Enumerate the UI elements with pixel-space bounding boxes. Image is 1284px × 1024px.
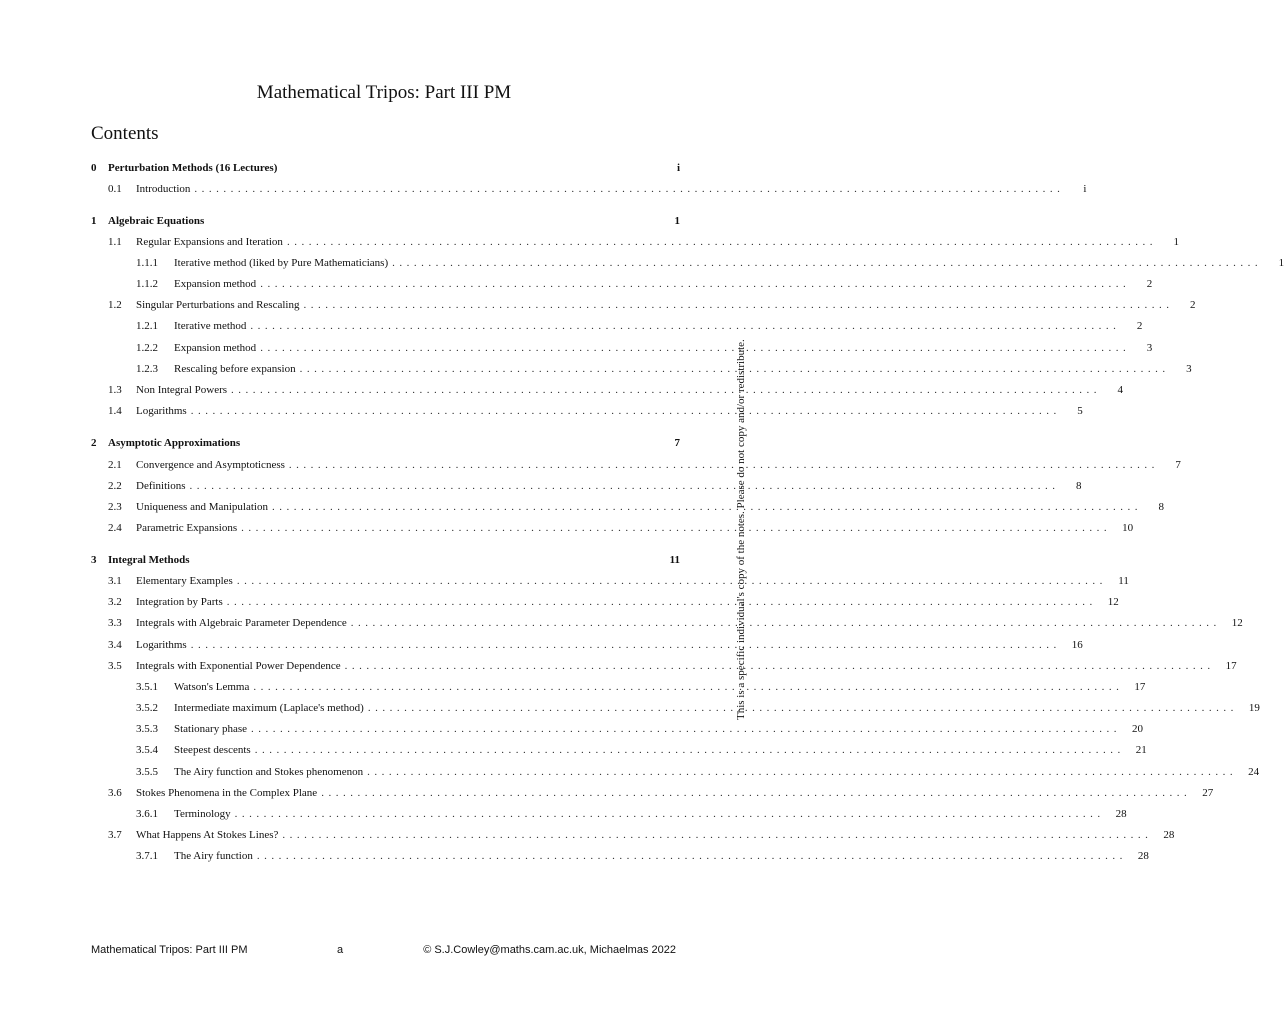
toc-entry-label: Non Integral Powers	[136, 384, 228, 396]
toc-entry-page: 24	[1248, 766, 1260, 778]
toc-entry-label: Convergence and Asymptoticness	[136, 459, 285, 471]
toc-entry-page: 20	[1132, 723, 1144, 735]
toc-section-entry[interactable]: 1.4 Logarithms ........................................................................................................................ 5	[108, 405, 1083, 417]
toc-entry-page: 10	[1122, 522, 1134, 534]
toc-entry-label: Uniqueness and Manipulation	[136, 501, 268, 513]
toc-section-entry[interactable]: 3.5.3 Stationary phase ........................................................................................................................ 20	[136, 723, 1144, 735]
toc-entry-page: 17	[1134, 681, 1146, 693]
toc-section-entry[interactable]: 2.1 Convergence and Asymptoticness ........................................................................................................................ 7	[108, 459, 1181, 471]
toc-entry-number: 2.3	[108, 501, 122, 513]
toc-entry-number: 2	[91, 437, 97, 449]
toc-entry-number: 1.2.2	[136, 342, 158, 354]
toc-section-entry[interactable]: 3.6.1 Terminology ........................................................................................................................ 28	[136, 808, 1127, 820]
toc-entry-label: Introduction	[136, 183, 191, 195]
toc-entry-number: 2.2	[108, 480, 122, 492]
toc-entry-number: 3.7	[108, 829, 122, 841]
toc-entry-page: 16	[1071, 639, 1083, 651]
toc-entry-page: 1	[1173, 236, 1179, 248]
toc-entry-page: 12	[1231, 617, 1243, 629]
toc-section-entry[interactable]: 3.5.2 Intermediate maximum (Laplace's method) ........................................................................................................................ 19	[136, 702, 1260, 714]
toc-entry-label: The Airy function and Stokes phenomenon	[174, 766, 364, 778]
toc-entry-page: 7	[674, 437, 680, 449]
toc-entry-number: 3.5.3	[136, 723, 158, 735]
toc-entry-page: 8	[1076, 480, 1082, 492]
toc-entry-page: 21	[1135, 744, 1147, 756]
toc-entry-page: 28	[1115, 808, 1127, 820]
toc-entry-number: 1.2.1	[136, 320, 158, 332]
toc-entry-number: 1.4	[108, 405, 122, 417]
toc-section-entry[interactable]: 2.3 Uniqueness and Manipulation ........................................................................................................................ 8	[108, 501, 1164, 513]
toc-entry-label: What Happens At Stokes Lines?	[136, 829, 279, 841]
toc-entry-number: 3.5	[108, 660, 122, 672]
toc-entry-page: 4	[1117, 384, 1124, 396]
toc-entry-label: Intermediate maximum (Laplace's method)	[174, 702, 364, 714]
toc-section-entry[interactable]: 3.5 Integrals with Exponential Power Dependence ........................................................................................................................ 17	[108, 660, 1237, 672]
toc-entry-label: Definitions	[136, 480, 186, 492]
toc-section-entry[interactable]: 0.1 Introduction ........................................................................................................................ i	[108, 183, 1087, 195]
toc-section-entry[interactable]: 2.4 Parametric Expansions ........................................................................................................................ 10	[108, 522, 1134, 534]
toc-entry-label: Regular Expansions and Iteration	[136, 236, 283, 248]
toc-entry-label: Elementary Examples	[136, 575, 233, 587]
toc-chapter-entry[interactable]	[91, 437, 680, 453]
toc-entry-label: Integrals with Exponential Power Dependence	[136, 660, 341, 672]
toc-section-entry[interactable]: 1.3 Non Integral Powers ........................................................................................................................ 4	[108, 384, 1124, 396]
toc-entry-number: 2.4	[108, 522, 122, 534]
toc-entry-page: 27	[1202, 787, 1214, 799]
toc-entry-number: 0	[91, 162, 97, 174]
toc-entry-label: Stokes Phenomena in the Complex Plane	[136, 787, 318, 799]
footer-page-number: a	[337, 944, 344, 956]
toc-entry-label: The Airy function	[174, 850, 253, 862]
toc-section-entry[interactable]: 3.3 Integrals with Algebraic Parameter Dependence ........................................................................................................................ 12	[108, 617, 1243, 629]
toc-entry-number: 3.5.4	[136, 744, 158, 756]
toc-section-entry[interactable]: 1.2.3 Rescaling before expansion ........................................................................................................................ 3	[136, 363, 1192, 375]
toc-entry-page: 1	[674, 215, 680, 227]
footer-right: © S.J.Cowley@maths.cam.ac.uk, Michaelmas 2022	[423, 944, 676, 956]
toc-chapter-entry[interactable]	[91, 162, 680, 178]
toc-entry-label: Watson's Lemma	[174, 681, 250, 693]
toc-chapter-entry[interactable]	[91, 215, 680, 231]
toc-entry-label: Parametric Expansions	[136, 522, 238, 534]
toc-entry-page: 28	[1163, 829, 1175, 841]
toc-entry-page: 19	[1248, 702, 1260, 714]
toc-entry-number: 3.1	[108, 575, 122, 587]
toc-entry-label: Stationary phase	[174, 723, 248, 735]
toc-entry-page: 28	[1137, 850, 1149, 862]
toc-entry-label: Asymptotic Approximations	[108, 437, 241, 449]
toc-entry-label: Expansion method	[174, 278, 257, 290]
toc-entry-page: 12	[1107, 596, 1119, 608]
toc-entry-number: 0.1	[108, 183, 122, 195]
toc-entry-page: i	[1083, 183, 1087, 195]
toc-entry-page: 2	[1189, 299, 1196, 311]
toc-section-entry[interactable]: 3.4 Logarithms ........................................................................................................................ 16	[108, 639, 1083, 651]
page-title: Mathematical Tripos: Part III PM	[256, 82, 512, 103]
toc-section-entry[interactable]: 1.2.1 Iterative method ........................................................................................................................ 2	[136, 320, 1143, 332]
toc-section-entry[interactable]: 3.2 Integration by Parts ........................................................................................................................ 12	[108, 596, 1119, 608]
toc-section-entry[interactable]: 3.5.5 The Airy function and Stokes phenomenon ........................................................................................................................ 24	[136, 766, 1260, 778]
toc-section-entry[interactable]: 3.6 Stokes Phenomena in the Complex Plane ........................................................................................................................ 27	[108, 787, 1214, 799]
toc-section-entry[interactable]: 3.7.1 The Airy function ........................................................................................................................ 28	[136, 850, 1149, 862]
toc-entry-label: Integral Methods	[108, 554, 190, 566]
toc-entry-page: 1	[1278, 257, 1284, 269]
contents-heading: Contents	[91, 123, 159, 144]
toc-entry-page: 2	[1136, 320, 1143, 332]
toc-entry-number: 1.2	[108, 299, 122, 311]
toc-entry-page: 3	[1186, 363, 1192, 375]
toc-section-entry[interactable]: 1.2.2 Expansion method ........................................................................................................................ 3	[136, 342, 1153, 354]
toc-entry-number: 1.2.3	[136, 363, 158, 375]
toc-entry-label: Rescaling before expansion	[174, 363, 296, 375]
toc-entry-number: 1.1	[108, 236, 122, 248]
toc-section-entry[interactable]: 1.2 Singular Perturbations and Rescaling ........................................................................................................................ 2	[108, 299, 1196, 311]
toc-entry-page: 3	[1146, 342, 1153, 354]
toc-entry-number: 3.2	[108, 596, 122, 608]
toc-entry-number: 3.4	[108, 639, 122, 651]
toc-entry-page: 2	[1146, 278, 1153, 290]
toc-entry-page: 7	[1175, 459, 1181, 471]
toc-entry-label: Perturbation Methods (16 Lectures)	[108, 162, 278, 174]
toc-section-entry[interactable]: 1.1.2 Expansion method ........................................................................................................................ 2	[136, 278, 1153, 290]
toc-entry-page: i	[676, 162, 680, 174]
toc-entry-label: Expansion method	[174, 342, 257, 354]
toc-section-entry[interactable]: 1.1.1 Iterative method (liked by Pure Mathematicians) ........................................................................................................................ 1	[136, 257, 1284, 269]
toc-entry-number: 1	[91, 215, 97, 227]
footer-left: Mathematical Tripos: Part III PM	[91, 944, 248, 956]
toc-entry-label: Iterative method	[174, 320, 247, 332]
toc-entry-page: 8	[1158, 501, 1164, 513]
toc-entry-number: 1.1.1	[136, 257, 158, 269]
toc-entry-number: 3.5.2	[136, 702, 158, 714]
toc-entry-number: 3	[91, 554, 97, 566]
toc-entry-label: Terminology	[174, 808, 231, 820]
toc-entry-number: 3.5.5	[136, 766, 158, 778]
toc-entry-page: 5	[1077, 405, 1083, 417]
toc-entry-label: Integration by Parts	[136, 596, 223, 608]
toc-entry-page: 11	[669, 554, 680, 566]
toc-entry-label: Logarithms	[136, 405, 187, 417]
toc-entry-number: 3.7.1	[136, 850, 158, 862]
toc-section-entry[interactable]: 3.7 What Happens At Stokes Lines? ........................................................................................................................ 28	[108, 829, 1175, 841]
toc-entry-label: Integrals with Algebraic Parameter Dependence	[136, 617, 347, 629]
toc-section-entry[interactable]: 3.5.4 Steepest descents ........................................................................................................................ 21	[136, 744, 1147, 756]
copyright-side-note: This is a specific individual's copy of the notes. Please do not copy and/or redistribute.	[735, 339, 747, 720]
toc-entry-number: 2.1	[108, 459, 122, 471]
toc-section-entry[interactable]: 3.5.1 Watson's Lemma ........................................................................................................................ 17	[136, 681, 1146, 693]
toc-entry-number: 3.3	[108, 617, 122, 629]
toc-entry-number: 1.1.2	[136, 278, 158, 290]
toc-section-entry[interactable]: 3.1 Elementary Examples ........................................................................................................................ 11	[108, 575, 1129, 587]
toc-entry-page: 17	[1225, 660, 1237, 672]
toc-entry-number: 3.6.1	[136, 808, 158, 820]
toc-section-entry[interactable]: 2.2 Definitions ........................................................................................................................ 8	[108, 480, 1082, 492]
toc-chapter-entry[interactable]	[91, 554, 680, 570]
toc-entry-label: Logarithms	[136, 639, 187, 651]
toc-entry-label: Steepest descents	[174, 744, 251, 756]
toc-entry-number: 1.3	[108, 384, 122, 396]
toc-entry-label: Algebraic Equations	[108, 215, 205, 227]
toc-entry-number: 3.5.1	[136, 681, 158, 693]
toc-section-entry[interactable]: 1.1 Regular Expansions and Iteration ........................................................................................................................ 1	[108, 236, 1179, 248]
toc-entry-page: 11	[1118, 575, 1129, 587]
toc-entry-label: Iterative method (liked by Pure Mathematicians)	[174, 257, 389, 269]
toc-entry-number: 3.6	[108, 787, 122, 799]
toc-entry-label: Singular Perturbations and Rescaling	[136, 299, 300, 311]
